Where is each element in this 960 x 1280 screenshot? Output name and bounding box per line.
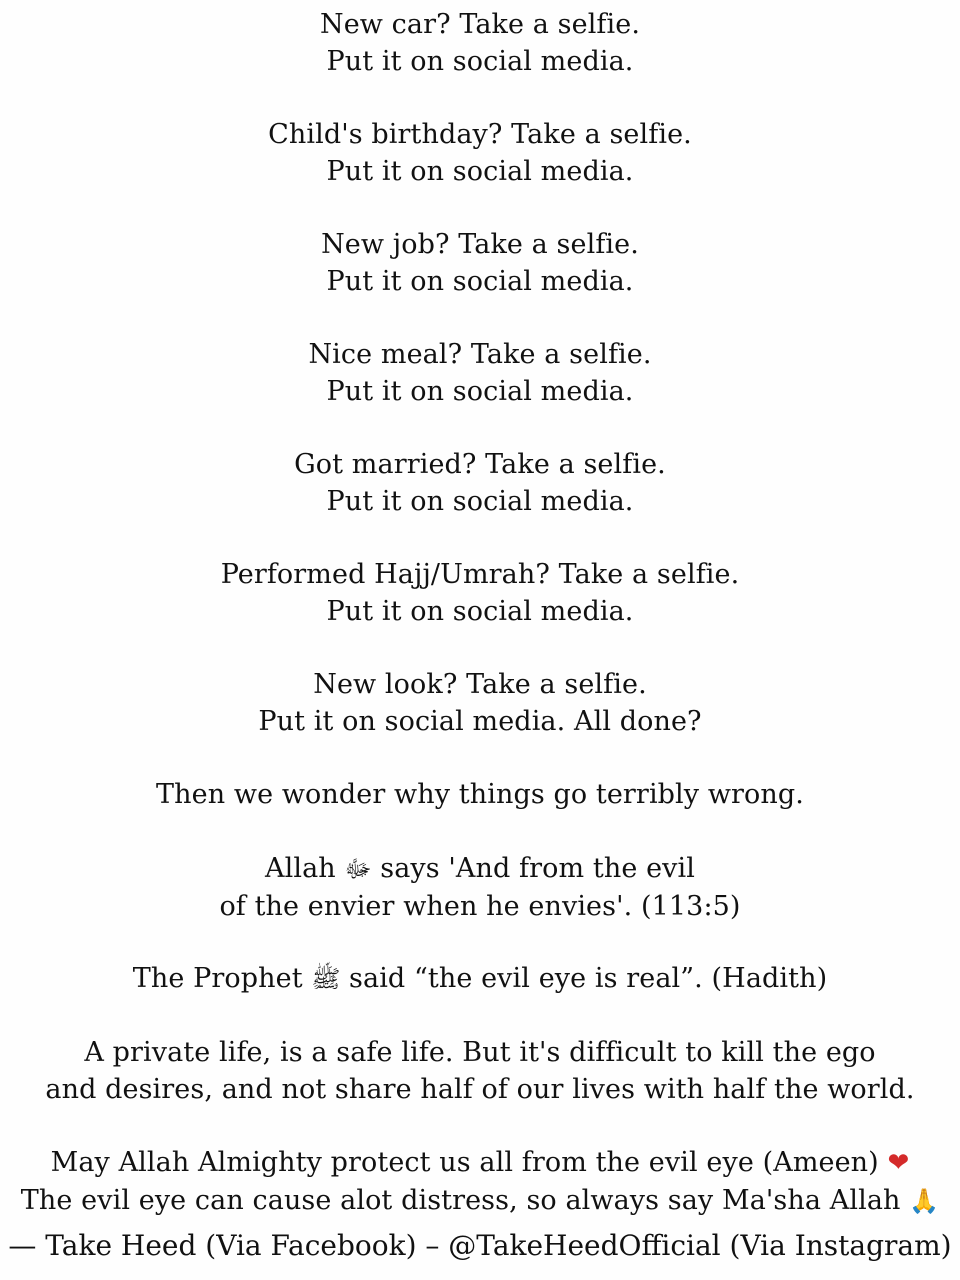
stanza-new-look — [0, 666, 960, 740]
stanza-childs-birthday — [0, 116, 960, 190]
stanza-hajj-umrah — [0, 556, 960, 630]
quran-line-1-start: Allah — [265, 853, 336, 884]
stanza-line: Put it on social media. — [326, 486, 634, 517]
stanza-line: Performed Hajj/Umrah? Take a selfie. — [220, 559, 740, 590]
prayer-line-1-text: May Allah Almighty protect us all from the evil eye (Ameen) — [50, 1147, 879, 1178]
prayer-paragraph — [0, 1144, 960, 1220]
stanza-line: New look? Take a selfie. — [313, 669, 647, 700]
stanza-line: Got married? Take a selfie. — [294, 449, 666, 480]
stanza-line: Put it on social media. — [326, 376, 634, 407]
stanza-line: Put it on social media. — [326, 266, 634, 297]
private-life-line-2: and desires, and not share half of our lives with half the world. — [45, 1074, 915, 1105]
quran-line-2: of the envier when he envies'. (113:5) — [219, 891, 741, 922]
heart-icon: ❤ — [887, 1148, 910, 1178]
stanza-new-job — [0, 226, 960, 300]
stanza-line: Put it on social media. — [326, 156, 634, 187]
stanza-line: Put it on social media. — [326, 46, 634, 77]
stanza-line: New job? Take a selfie. — [321, 229, 639, 260]
wonder-line — [0, 776, 960, 813]
prayer-line-2-text: The evil eye can cause alot distress, so always say Ma'sha Allah — [20, 1185, 901, 1216]
credit-line: — Take Heed (Via Facebook) – @TakeHeedOfficial (Via Instagram) — [8, 1229, 952, 1262]
wonder-text: Then we wonder why things go terribly wrong. — [156, 779, 804, 810]
stanza-line: Put it on social media. — [326, 596, 634, 627]
hadith-line — [0, 960, 960, 998]
hadith-quote — [0, 960, 960, 998]
stanza-line: New car? Take a selfie. — [319, 9, 641, 40]
quran-quote — [0, 850, 960, 925]
stanza-line: Child's birthday? Take a selfie. — [268, 119, 692, 150]
hadith-line-start: The Prophet — [132, 963, 303, 994]
quran-line-1-end: says 'And from the evil — [380, 853, 695, 884]
stanza-new-car — [0, 6, 960, 80]
stanza-nice-meal — [0, 336, 960, 410]
private-life-paragraph — [0, 1034, 960, 1108]
prophet-honorific-icon: ﷺ — [311, 965, 341, 993]
prayer-line-2 — [0, 1182, 960, 1220]
stanza-line: Put it on social media. All done? — [258, 706, 702, 737]
allah-honorific-icon: ﷻ — [344, 855, 372, 883]
private-life-line-1: A private life, is a safe life. But it's difficult to kill the ego — [84, 1037, 876, 1068]
prayer-line-1 — [0, 1144, 960, 1182]
quran-line-1 — [0, 850, 960, 888]
hadith-line-end: said “the evil eye is real”. (Hadith) — [349, 963, 828, 994]
stanza-line: Nice meal? Take a selfie. — [308, 339, 652, 370]
praying-hands-icon: 🙏 — [909, 1187, 940, 1215]
stanza-got-married — [0, 446, 960, 520]
